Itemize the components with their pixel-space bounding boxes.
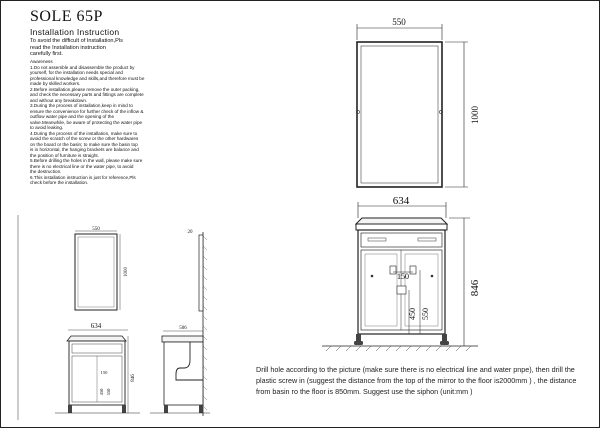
note-line: the destruction. bbox=[30, 169, 62, 174]
note-line: on the board or the basin; to make sure the basin top bbox=[30, 141, 138, 147]
drawer-handle-icon bbox=[418, 238, 436, 241]
note-line: to avoid leaking. bbox=[30, 125, 64, 130]
note-line: 5.Before drilling the holes in the wall, please make sure bbox=[30, 158, 143, 163]
product-title: SOLE 65P bbox=[30, 8, 103, 25]
mirror-frame bbox=[357, 42, 442, 187]
drain-outlet-icon bbox=[397, 286, 406, 294]
mirror-height-label: 1000 bbox=[470, 106, 480, 124]
door-knob-icon bbox=[371, 275, 374, 278]
note-line: avoid the scratch of the screw or the other hardwares bbox=[30, 136, 139, 141]
note-line: 2.Before installation,please remove the outer packing, bbox=[30, 86, 140, 92]
side-wall-offset-label: 20 bbox=[187, 230, 193, 235]
mirror-glass bbox=[361, 46, 438, 183]
note-line: 4.During the process of the installation, make sure to bbox=[30, 130, 138, 136]
cabinet-leg bbox=[68, 405, 72, 413]
cabinet-height-label: 846 bbox=[469, 279, 481, 297]
cabinet-leg bbox=[122, 405, 126, 413]
note-line: and without any breakdown. bbox=[30, 97, 88, 103]
door-knob-icon bbox=[431, 275, 434, 278]
small-h2-label: 550 bbox=[106, 388, 111, 396]
pipe-h1-label: 450 bbox=[408, 308, 417, 320]
small-cabinet-drawer bbox=[72, 344, 122, 353]
small-cabinet-front bbox=[55, 322, 140, 413]
small-h1-label: 450 bbox=[99, 388, 104, 396]
side-depth-label: 506 bbox=[179, 326, 187, 331]
note-line: Awareness bbox=[30, 59, 53, 64]
wall-hatch bbox=[203, 236, 207, 410]
small-height-label: 846 bbox=[131, 374, 136, 382]
note-line: yourself, for the installation needs special and bbox=[30, 70, 123, 75]
small-basin-top bbox=[67, 336, 126, 341]
note-line: 6.This installation instruction is just for reference,Pls bbox=[30, 174, 136, 180]
small-mirror-width-label: 550 bbox=[92, 227, 100, 232]
leg-foot bbox=[354, 341, 363, 345]
small-spacing-label: 150 bbox=[100, 370, 108, 375]
note-line: ensure the convenience for further check of the inflow & bbox=[30, 108, 144, 114]
drawer-handle-icon bbox=[368, 238, 386, 241]
small-mirror-height-label: 1000 bbox=[124, 267, 129, 277]
side-view-drawing bbox=[150, 230, 210, 416]
page-subtitle: Installation Instruction bbox=[30, 27, 120, 37]
large-cabinet-drawing bbox=[322, 195, 481, 351]
note-line: the position of furniture is straight. bbox=[30, 152, 99, 158]
floor-hatch bbox=[326, 346, 471, 351]
small-mirror-frame bbox=[75, 234, 117, 310]
intro-line: read the Installation instruction bbox=[30, 44, 106, 51]
basin-rim bbox=[356, 224, 447, 230]
note-line: there is no electrical line or the water pipe, to avoid bbox=[30, 163, 134, 169]
small-mirror-glass bbox=[78, 237, 114, 307]
mirror-width-label: 550 bbox=[392, 17, 406, 27]
cabinet-leg bbox=[356, 334, 361, 342]
large-mirror-drawing bbox=[356, 17, 480, 187]
pipe-spacing-label: 150 bbox=[397, 272, 409, 281]
side-mirror bbox=[199, 235, 203, 311]
side-basin-top bbox=[162, 336, 203, 342]
intro-line: To avoid the difficult of Installation,Pls bbox=[30, 38, 123, 44]
leg-foot bbox=[440, 341, 449, 345]
note-line: and check the necessary parts and fittings are complete bbox=[30, 92, 144, 97]
note-line: 1.Do not assemble and disassemble the product by bbox=[30, 64, 135, 70]
note-line: professional knowledge and skills,and therefore must be bbox=[30, 75, 145, 81]
cabinet-leg bbox=[442, 334, 447, 342]
side-cabinet-body bbox=[164, 342, 203, 405]
pipe-h2-label: 550 bbox=[421, 308, 430, 320]
cabinet-width-label: 634 bbox=[392, 195, 410, 207]
note-line: made by skilled workers. bbox=[30, 81, 81, 86]
note-line: is in horizontal, the hanging brackets are balance and bbox=[30, 147, 139, 152]
basin-top bbox=[356, 218, 447, 224]
note-line: 3.During the process of installation,keep in mind to bbox=[30, 103, 133, 108]
cabinet-leg bbox=[199, 405, 203, 413]
note-line: check before the installation. bbox=[30, 180, 89, 185]
pipe-inlet-icon bbox=[410, 266, 416, 274]
small-mirror-drawing bbox=[75, 227, 129, 310]
intro-line: carefully first. bbox=[30, 51, 63, 58]
cabinet-leg bbox=[164, 405, 168, 413]
note-line: valve.Meanwhile, be aware of protecting the water pipe bbox=[30, 119, 143, 125]
small-cabinet-width-label: 634 bbox=[90, 322, 102, 330]
note-line: outflow water pipe and the opening of the bbox=[30, 114, 115, 119]
pipe-inlet-icon bbox=[390, 266, 396, 274]
drill-instruction-note: Drill hole according to the picture (make sure there is no electrical line and water pnpe), then drill the plastic screw in (suggest the distance from the top of the mirror to the floor is2000mm ) , the distance from basin ro the floor is 850mm. Suggest use the siphon (unit:mm ) bbox=[256, 365, 577, 396]
